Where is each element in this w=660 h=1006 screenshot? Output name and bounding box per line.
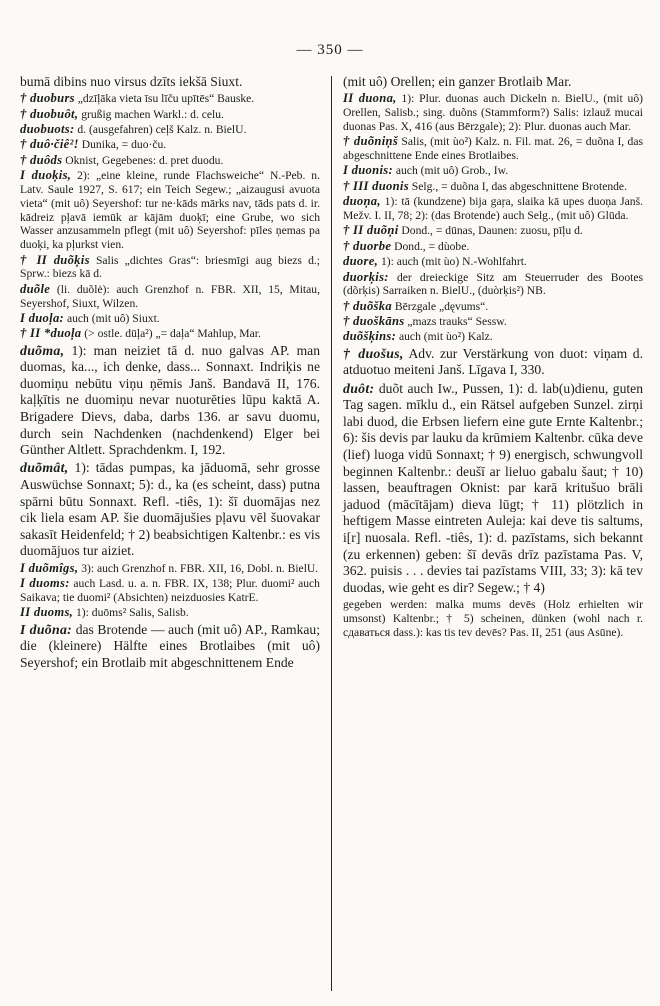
headword: II duona, [343, 91, 397, 106]
headword: duõma, [20, 342, 65, 358]
dictionary-entry [20, 283, 320, 311]
entry-text: auch (mit ùo²) Kalz. [396, 330, 493, 344]
dictionary-entry [343, 255, 643, 269]
dictionary-entry [343, 300, 643, 314]
dictionary-entry [343, 74, 643, 91]
headword: † duošus, [343, 345, 404, 361]
entry-text: gegeben werden: malka mums devēs (Holz erhielten wir umsonst) Kaltenbr.; † 5) scheinen, dünken (wohl nach r. сдаваться dass.): kas tis tev devēs? Pas. II, 251 (aus Asūne). [343, 597, 643, 639]
entry-text: Dond., = dūnas, Daunen: zuosu, pīļu d. [398, 224, 583, 238]
dictionary-entry [343, 164, 643, 178]
headword: I duoļa: [20, 310, 65, 325]
entry-text: Dunika, = duo·ču. [78, 138, 167, 152]
headword: † duobuôt, [20, 106, 79, 121]
dictionary-entry [20, 562, 320, 576]
dictionary-entry [343, 381, 643, 597]
dictionary-entry [20, 254, 320, 282]
entry-text: grußig machen Warkl.: d. celu. [78, 107, 224, 121]
headword: duobuots: [20, 121, 75, 136]
headword: duore, [343, 254, 379, 269]
entry-text: Selg., = duõna I, das abgeschnittene Brotende. [408, 179, 627, 193]
entry-text: (mit uô) Orellen; ein ganzer Brotlaib Mar. [343, 74, 572, 89]
headword: † duoškāns [343, 314, 405, 329]
headword: duõmât, [20, 460, 69, 476]
dictionary-entry [20, 138, 320, 152]
entry-text: duõt auch Iw., Pussen, 1): d. lab(u)dienu, guten Tag sagen. mīklu d., ein Rätsel aufgeben Sunzel. zirņi labi duod, die Erbsen liefern eine gute Ernte Kaltenbr.; 6): šis devis par lauku da krūmiem Kaltenbr. cūka deve (lief) luoga vidū Sonnaxt; † 9) energisch, schwungvoll beginnen Kaltenbr.: deušī ar lieluo gabalu šaut; † 10) lassen, beauftragen Oknist: par karā kritušuo brāli jaduod (mācītājam) dieva lūgt; † 11) plötzlich in heftigem Masse eintreten Auleja: kai deve tis saltums, i[r] nuosala. Refl. -tiês, 1): d. pazīstams, sich bekannt (zu erkennen) geben: šī devās drīz pazīstama Pas. V, 362. puisis . . . devies tai pazīstams VIII, 33; 3): kā tev duodas, wie geht es dir? Segew.; † 4) [343, 380, 643, 595]
headword: † duõniņš [343, 134, 399, 149]
dictionary-entry [343, 92, 643, 133]
headword: † II *duoļa [20, 326, 82, 341]
headword: † II duõķis [20, 252, 90, 267]
dictionary-entry [343, 240, 643, 254]
dictionary-entry [343, 330, 643, 344]
entry-text: auch Lasd. u. a. n. FBR. IX, 138; Plur. duomi² auch Saikava; tie duomi² (Absichten) neizduosies KatrE. [20, 576, 320, 604]
dictionary-entry [20, 577, 320, 605]
entry-text: Salis, (mit ùo²) Kalz. n. Fil. mat. 26, = duõna I, das abgeschnittene Ende eines Brotlaibes. [343, 135, 643, 162]
dictionary-entry [20, 606, 320, 620]
dictionary-entry [343, 598, 643, 639]
dictionary-entry [20, 169, 320, 252]
right-column [343, 74, 643, 641]
entry-text: „mazs trauks“ Sessw. [404, 315, 507, 329]
entry-text: Salis „dichtes Gras“: briesmīgi aug biezs d.; Sprw.: biezs kā d. [20, 253, 320, 281]
headword: duôt: [343, 380, 375, 396]
headword: duõle [20, 281, 51, 296]
headword: duõšķins: [343, 329, 397, 344]
entry-text: 3): auch Grenzhof n. FBR. XII, 16, Dobl. n. BielU. [78, 561, 319, 575]
entry-text: Bērzgale „dęvums“. [391, 299, 489, 313]
entry-text: 1): tā (kundzene) bija gaŗa, slaika kā upes duoņa Janš. Mežv. I. II, 78; 2): (das Brotende) auch Selg., (mit uô) Glūda. [343, 195, 643, 222]
dictionary-entry [343, 135, 643, 163]
headword: † duorbe [343, 238, 392, 253]
entry-text: d. (ausgefahren) ceļš Kalz. n. BielU. [74, 122, 247, 136]
headword: † II duõņi [343, 223, 399, 238]
headword: † III duonis [343, 178, 409, 193]
entry-text: bumā dibins nuo virsus dzīts iekšā Siuxt. [20, 74, 243, 89]
dictionary-entry [20, 74, 320, 91]
dictionary-entry [343, 346, 643, 379]
dictionary-entry [20, 622, 320, 672]
entry-text: (> ostle. dūļa²) „= daļa“ Mahlup, Mar. [81, 327, 261, 341]
entry-text: 2): „eine kleine, runde Flachsweiche“ N.-Peb. n. Latv. Saule 1927, S. 617; ein Teich Segew.; „aizaugusi avuota vieta“ (mit uô) Seyershof: tur ne·kāds mārks nav, tāds pats d. ir. kādreiz pļavā iemūk ar kājām duoķī; eine Grube, wo sich Wasser anzusammeln pflegt (mit uô) Seyershof: pīles ņemas pa duoķi, ka pļurkst vien. [20, 169, 320, 252]
entry-text: 1): man neiziet tā d. nuo galvas AP. man duomas, ka..., ich denke, dass... Sonnaxt. Indriķis ne duomiņu nebūtu viņu ņēmis Janš. Bandavā II, 176. kaļķītis ne duomiņu nevar nuoturēties lūpu kaktā A. Brigadere Dievs, daba, darbs 136. ar savu duomu, durch sein Nachdenken (nachdenkend) Elger bei Günther Altlett. Sprachdenkm. I, 192. [20, 342, 320, 458]
entry-text: 1): Plur. duonas auch Dickeln n. BielU., (mit uô) Orellen, Salisb.; sing. duõns (Stammform?) Salis: izlauž mucai duonas Pas. X, 416 (aus Bērzgale); 2): Plur. duonas auch Mar. [343, 92, 643, 133]
headword: I duõmîgs, [20, 560, 79, 575]
entry-text: der dreieckige Sitz am Steuerruder des Bootes (dõrķis) Sarraiken n. BielU., (duòrķis²) NB. [343, 270, 643, 298]
dictionary-entry [343, 195, 643, 223]
dictionary-entry [20, 343, 320, 459]
entry-text: auch (mit uô) Siuxt. [64, 311, 160, 325]
entry-text: Dond., = dùobe. [391, 239, 470, 253]
headword: † duô·čiê²! [20, 137, 79, 152]
headword: † duôds [20, 152, 63, 167]
entry-text: Oknist, Gegebenes: d. pret duodu. [62, 153, 224, 167]
column-divider [331, 76, 332, 991]
dictionary-entry [20, 108, 320, 122]
entry-text: (li. duõlė): auch Grenzhof n. FBR. XII, 15, Mitau, Seyershof, Siuxt, Wilzen. [20, 282, 320, 310]
entry-text: 1): duōms² Salis, Salisb. [73, 606, 189, 620]
dictionary-entry [20, 154, 320, 168]
dictionary-entry [20, 312, 320, 326]
dictionary-entry [343, 224, 643, 238]
entry-text: das Brotende — auch (mit uô) AP., Ramkau; die (kleinere) Hälfte eines Brotlaibes (mit uô) Seyershof; ein Brotlaib mit abgeschnittenem Ende [20, 621, 320, 670]
headword: † duoburs [20, 91, 75, 106]
headword: II duoms, [20, 605, 74, 620]
headword: I duoķis, [20, 168, 72, 183]
headword: † duõška [343, 298, 392, 313]
dictionary-entry [343, 315, 643, 329]
headword: duorķis: [343, 269, 389, 284]
left-column [20, 74, 320, 673]
headword: I duonis: [343, 163, 393, 178]
headword: I duõna: [20, 621, 73, 637]
page-number: — 350 — [296, 42, 364, 58]
entry-text: Adv. zur Verstärkung von duot: viņam d. atduotuo meiteni Janš. Līgava I, 330. [343, 345, 643, 378]
headword: I duoms: [20, 575, 70, 590]
entry-text: 1): tādas pumpas, ka jāduomā, sehr grosse Auswüchse Sonnaxt; 5): d., ka (es scheint, dass) putna spārni būtu Sonnaxt. Refl. -tiês, 1): šī duomājas nez cik liela esam AP. šie duomājušies pļavu vēl šuovakar sakasīt Heidenfeld; † 2) beabsichtigen Kaltenbr.: es vis duomājuos tur aiziet. [20, 460, 320, 559]
dictionary-entry [20, 92, 320, 106]
dictionary-entry [343, 271, 643, 299]
entry-text: 1): auch (mit ùo) N.-Wohlfahrt. [378, 255, 527, 269]
dictionary-entry [343, 180, 643, 194]
dictionary-entry [20, 460, 320, 560]
dictionary-entry [20, 327, 320, 341]
dictionary-entry [20, 123, 320, 137]
entry-text: auch (mit uô) Grob., Iw. [392, 164, 509, 178]
entry-text: „dzīļāka vieta īsu līču upītēs“ Bauske. [74, 92, 255, 106]
headword: duoņa, [343, 194, 381, 209]
